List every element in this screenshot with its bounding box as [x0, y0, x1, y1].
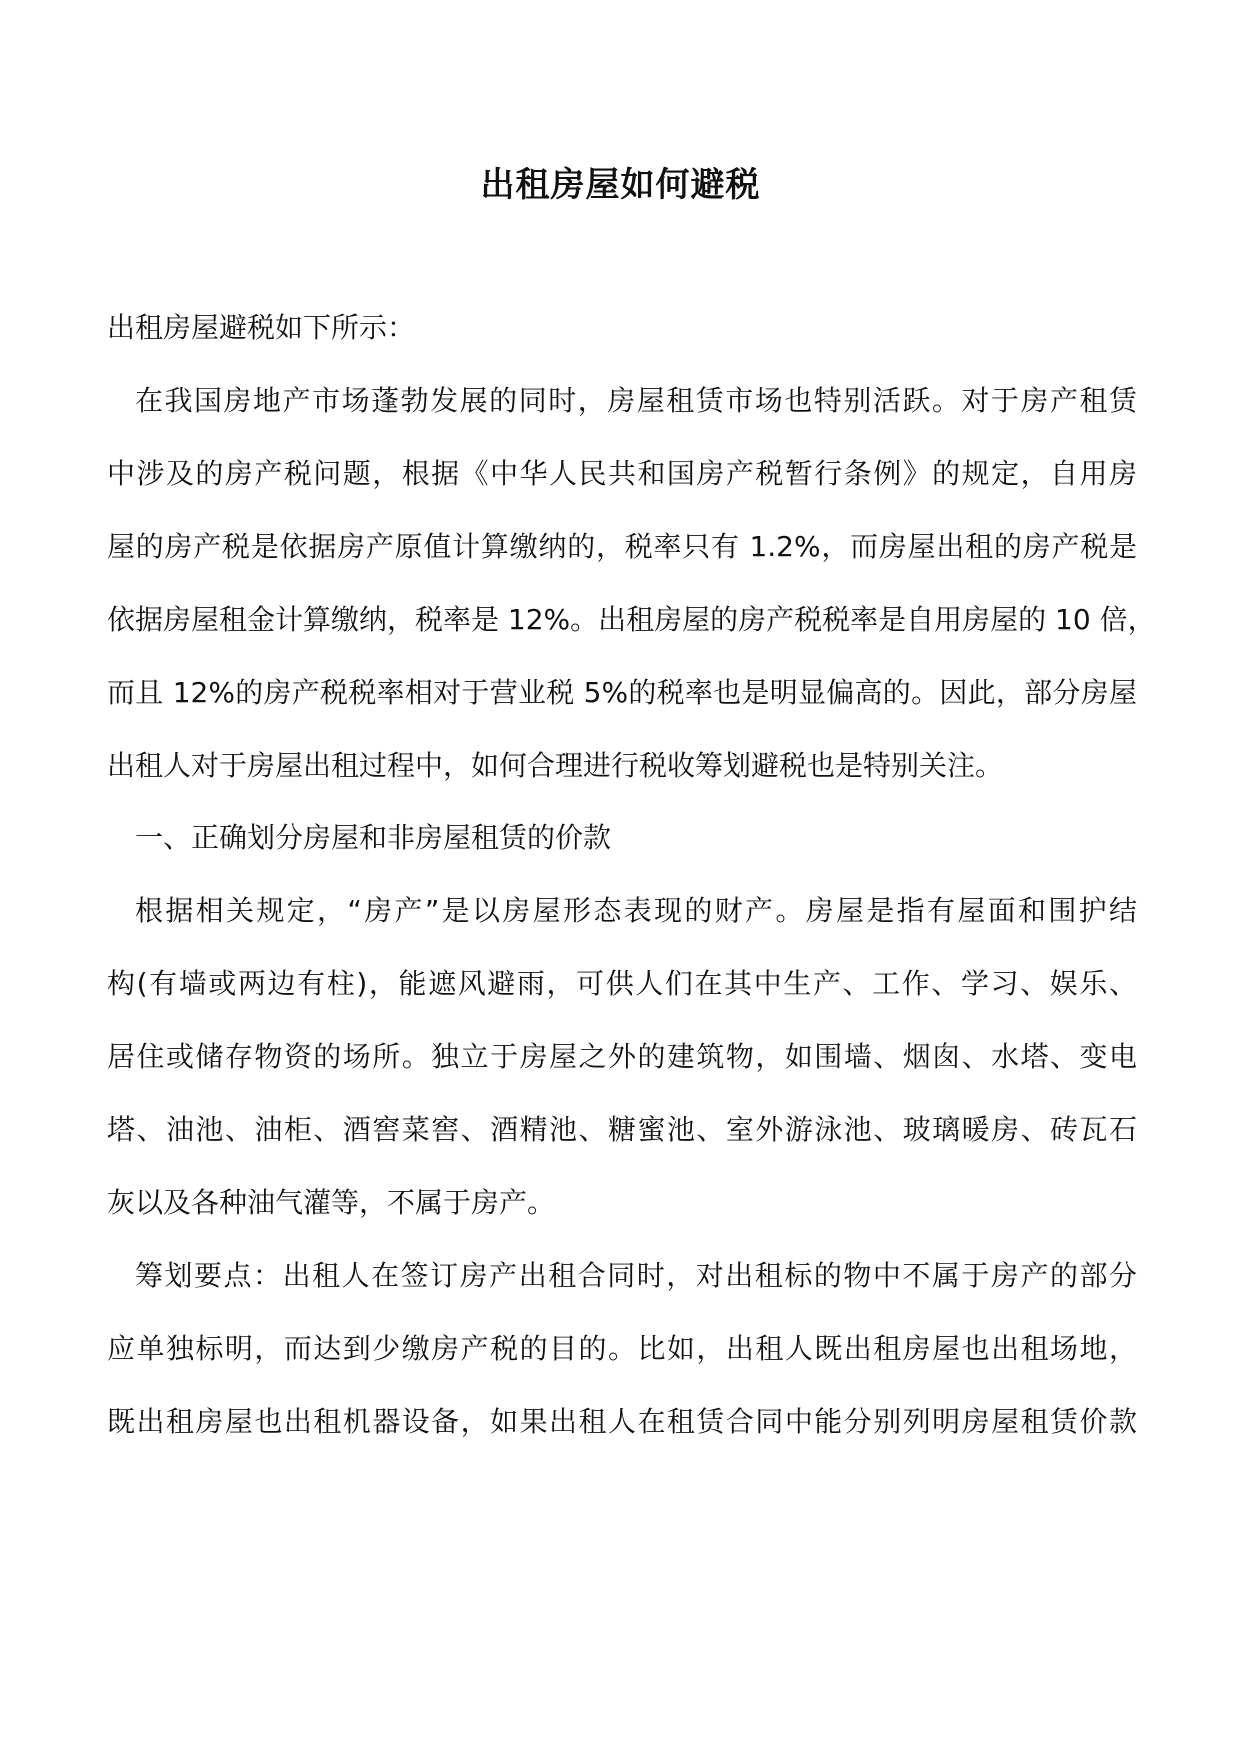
- paragraph-1-line-2: 中涉及的房产税问题，根据《中华人民共和国房产税暂行条例》的规定，自用房: [107, 457, 1137, 490]
- paragraph-2-line-2: 构(有墙或两边有柱)，能遮风避雨，可供人们在其中生产、工作、学习、娱乐、: [107, 967, 1137, 1000]
- paragraph-1-line-3: 屋的房产税是依据房产原值计算缴纳的，税率只有 1.2%，而房屋出租的房产税是: [107, 530, 1137, 563]
- intro-line: 出租房屋避税如下所示：: [107, 311, 416, 344]
- paragraph-2-line-3: 居住或储存物资的场所。独立于房屋之外的建筑物，如围墙、烟囱、水塔、变电: [107, 1040, 1137, 1073]
- paragraph-2-line-4: 塔、油池、油柜、酒窖菜窖、酒精池、糖蜜池、室外游泳池、玻璃暖房、砖瓦石: [107, 1113, 1137, 1146]
- paragraph-2-line-1: 根据相关规定，“房产”是以房屋形态表现的财产。房屋是指有屋面和围护结: [135, 894, 1137, 927]
- document-title: 出租房屋如何避税: [480, 165, 761, 205]
- paragraph-1-line-1: 在我国房地产市场蓬勃发展的同时，房屋租赁市场也特别活跃。对于房产租赁: [135, 384, 1137, 417]
- paragraph-1-line-4: 依据房屋租金计算缴纳，税率是 12%。出租房屋的房产税税率是自用房屋的 10 倍，: [107, 603, 1156, 636]
- paragraph-2-line-5: 灰以及各种油气灌等，不属于房产。: [107, 1186, 556, 1219]
- paragraph-1-line-5: 而且 12%的房产税税率相对于营业税 5%的税率也是明显偏高的。因此，部分房屋: [107, 676, 1137, 709]
- paragraph-3-line-2: 应单独标明，而达到少缴房产税的目的。比如，出租人既出租房屋也出租场地，: [107, 1332, 1137, 1365]
- paragraph-3-line-1: 筹划要点：出租人在签订房产出租合同时，对出租标的物中不属于房产的部分: [135, 1259, 1137, 1292]
- paragraph-1-line-6: 出租人对于房屋出租过程中，如何合理进行税收筹划避税也是特别关注。: [107, 749, 1004, 782]
- section-heading-1: 一、正确划分房屋和非房屋租赁的价款: [135, 821, 612, 854]
- paragraph-3-line-3: 既出租房屋也出租机器设备，如果出租人在租赁合同中能分别列明房屋租赁价款: [107, 1405, 1137, 1438]
